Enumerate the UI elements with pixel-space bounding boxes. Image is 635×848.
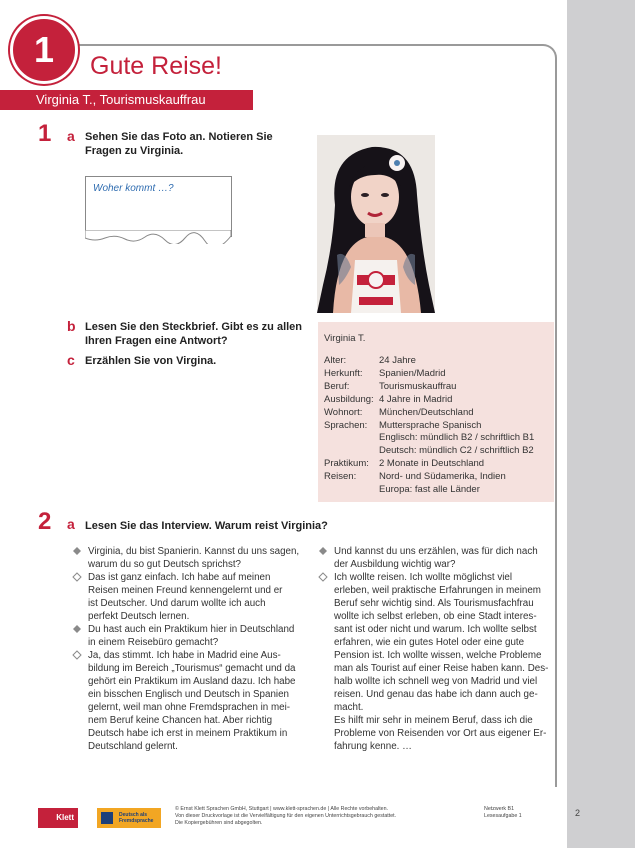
exercise-2a-letter: a [67,516,75,532]
profile-value: Nord- und Südamerika, Indien [379,471,506,483]
exercise-2-number: 2 [38,508,52,535]
chapter-title: Gute Reise! [90,52,223,80]
exercise-1c-instruction: Erzählen Sie von Virgina. [85,355,217,367]
interview-line: Virginia, du bist Spanierin. Kannst du uns sagen, [88,546,300,557]
exercise-1b-letter: b [67,318,76,334]
interview-line: ist Deutscher. Und darum wollte ich auch [88,598,266,609]
profile-label: Herkunft: [324,367,363,379]
profile-row [324,407,474,418]
daf-logo: Deutsch als Fremdsprache [97,808,161,828]
interview-line: ein bisschen Englisch und Deutsch in Spanien [88,689,289,700]
profile-row [324,381,456,392]
filled-diamond-icon [318,546,328,556]
interview-line: in einem Reisebüro gemacht? [88,637,219,648]
interview-line: bildung im Bereich „Tourismus“ gemacht und da [88,663,296,674]
interview-question [318,545,558,571]
interview-line: der Ausbildung wichtig war? [334,559,456,570]
interview-line: Probleme von Reisenden vor Ort aus eigener Er- [334,728,547,739]
page-number: 2 [575,808,581,818]
filled-diamond-icon [72,546,82,556]
interview-line: Und kannst du uns erzählen, was für dich nach [334,546,538,557]
interview-line: Ja, das stimmt. Ich habe in Madrid eine Aus- [88,650,281,661]
profile-value: 2 Monate in Deutschland [379,458,485,470]
klett-logo: Klett [38,808,78,828]
outline-diamond-icon [318,572,328,582]
interview-line: erfahren, wie ein gutes Hotel oder eine gute [334,637,525,648]
interview-right-column [318,545,558,753]
footer-series-info: Netzwerk B1 Lesesaufgabe 1 [484,806,522,819]
chapter-number: 1 [10,16,78,84]
profile-label: Alter: [324,355,347,366]
profile-value: München/Deutschland [379,406,474,418]
profile-name: Virginia T. [324,333,366,344]
profile-value: Europa: fast alle Länder [379,484,480,495]
interview-line: reisen. Und genau das habe ich dann auch ge- [334,689,538,700]
profile-label: Praktikum: [324,458,369,470]
profile-value: 24 Jahre [379,355,416,366]
interview-line: Das ist ganz einfach. Ich habe auf meinen [88,572,271,583]
profile-label: Beruf: [324,380,350,392]
interview-line: Es hilft mir sehr in meinem Beruf, dass ich die [334,715,533,726]
interview-answer [72,649,317,753]
interview-answer [318,571,558,753]
subtitle-banner: Virginia T., Tourismuskauffrau [0,90,253,110]
interview-line: man als Tourist auf einer Reise haben kann. Des- [334,663,549,674]
profile-value: Tourismuskauffrau [379,380,457,392]
outline-diamond-icon [72,650,82,660]
profile-value: Spanien/Madrid [379,367,446,379]
profile-row [324,355,416,366]
interview-line: Deutsch habe ich erst in meinem Praktikum in [88,728,288,739]
interview-answer [72,571,317,623]
profile-row [324,471,506,482]
interview-line: sant ist oder nicht und warum. Ich wollte selbst [334,624,537,635]
exercise-1b-instruction: Lesen Sie den Steckbrief. Gibt es zu allen Ihren Fragen eine Antwort? [85,321,303,347]
profile-label: Reisen: [324,471,357,483]
profile-row [324,368,446,379]
interview-line: perfekt Deutsch lernen. [88,611,190,622]
copyright-notice: © Ernst Klett Sprachen GmbH, Stuttgart | www.klett-sprachen.de | Alle Rechte vorbehalten. Von dieser Druckvorlage ist die Vervielfältigung für den eigenen Unterrichtsgebrauch gestattet. Die Kopiergebühren sind abgegolten. [175,806,397,826]
note-text: Woher kommt …? [93,183,174,194]
profile-value: Muttersprache Spanisch [379,419,482,431]
interview-line: gehört ein Praktikum im Ausland dazu. Ich habe [88,676,296,687]
profile-value: 4 Jahre in Madrid [379,393,453,405]
profile-row [324,420,481,431]
interview-line: wollte ich selbst erleben, ob eine Stadt interes- [334,611,537,622]
interview-left-column [72,545,317,753]
exercise-1a-instruction: Sehen Sie das Foto an. Notieren Sie Fragen zu Virginia. [85,131,273,157]
profile-row [324,458,484,469]
interview-line: nem Beruf keine Chancen hat. Aber richtig [88,715,273,726]
profile-label: Sprachen: [324,419,368,431]
interview-line: Beruf sehr wichtig sind. Als Tourismusfachfrau [334,598,534,609]
filled-diamond-icon [72,624,82,634]
interview-line: Deutschland gelernt. [88,741,178,752]
daf-logo-mark [101,812,113,824]
interview-line: fahrung kenne. … [334,741,412,752]
interview-line: erleben, weil praktische Erfahrungen in meinem [334,585,541,596]
interview-line: halb wollte ich schnell weg von Madrid und viel [334,676,538,687]
profile-value: Englisch: mündlich B2 / schriftlich B1 [379,432,535,444]
interview-line: macht. [334,702,364,713]
profile-label: Wohnort: [324,406,363,418]
profile-label: Ausbildung: [324,393,374,405]
interview-line: Pension ist. Ich wollte wissen, welche Probleme [334,650,542,661]
exercise-1c-letter: c [67,352,75,368]
profile-row [324,394,452,405]
virginia-photo [317,135,435,313]
exercise-1-number: 1 [38,120,52,147]
interview-line: gelernt, weil man ohne Fremdsprachen in mei- [88,702,291,713]
outline-diamond-icon [72,572,82,582]
interview-question [72,623,317,649]
interview-line: Ich wollte reisen. Ich wollte möglichst viel [334,572,513,583]
interview-question [72,545,317,571]
interview-line: Du hast auch ein Praktikum hier in Deutschland [88,624,295,635]
page-margin-sidebar [567,0,635,848]
interview-line: warum du so gut Deutsch sprichst? [88,559,242,570]
exercise-2a-instruction: Lesen Sie das Interview. Warum reist Virginia? [85,520,328,532]
profile-value: Deutsch: mündlich C2 / schriftlich B2 [379,445,534,457]
note-torn-edge [85,230,232,244]
interview-line: Reisen meinen Freund kennengelernt und er [88,585,283,596]
exercise-1a-letter: a [67,128,75,144]
